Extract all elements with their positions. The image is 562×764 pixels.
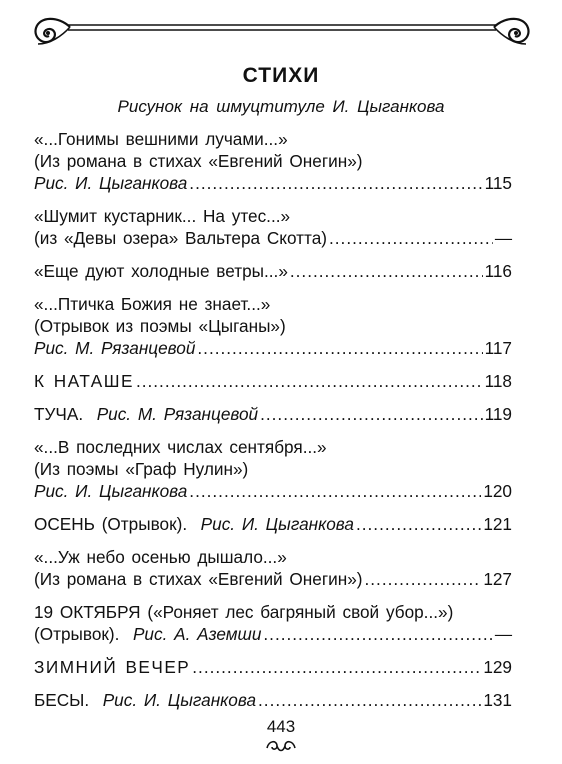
entry-illustrator: Рис. А. Аземши (132, 624, 262, 644)
dot-leader (189, 172, 482, 194)
toc-entry[interactable] (34, 513, 512, 535)
dot-leader (197, 337, 482, 359)
entry-title: «...В последних числах сентября...» (34, 437, 327, 457)
toc-entry[interactable] (34, 601, 512, 645)
entry-page: 118 (484, 371, 512, 391)
entry-page: 117 (484, 338, 512, 358)
toc-entry[interactable] (34, 689, 512, 711)
page-number: 443 (266, 717, 296, 736)
dot-leader (258, 689, 481, 711)
entry-title: ОСЕНЬ (Отрывок). (34, 514, 188, 534)
entry-subtitle: (Отрывок). (34, 624, 120, 644)
entry-title: «...Гонимы вешними лучами...» (34, 129, 288, 149)
entry-subtitle: (Отрывок из поэмы «Цыганы») (34, 316, 286, 336)
section-title: СТИХИ (242, 64, 320, 87)
entry-page: 120 (483, 481, 512, 501)
entry-title: 19 ОКТЯБРЯ («Роняет лес багряный свой убор...») (34, 602, 454, 622)
dot-leader (356, 513, 481, 535)
entry-title: ТУЧА. (34, 404, 84, 424)
toc-entry[interactable] (34, 293, 512, 359)
header-ornament-icon (28, 14, 536, 50)
entry-subtitle: (Из романа в стихах «Евгений Онегин») (34, 151, 363, 171)
table-of-contents (34, 128, 512, 722)
footer-ornament-icon (265, 738, 297, 754)
entry-illustrator: Рис. М. Рязанцевой (34, 338, 196, 358)
entry-page: 119 (484, 404, 512, 424)
title-page-illustration-credit: Рисунок на шмуцтитуле И. Цыганкова (117, 97, 445, 116)
toc-entry[interactable] (34, 260, 512, 282)
toc-entry[interactable] (34, 436, 512, 502)
entry-illustrator: Рис. М. Рязанцевой (96, 404, 259, 424)
entry-page: 127 (483, 569, 512, 589)
entry-page: 121 (483, 514, 512, 534)
entry-title: ЗИМНИЙ ВЕЧЕР (34, 657, 191, 677)
entry-page: 131 (483, 690, 512, 710)
toc-entry[interactable] (34, 370, 512, 392)
dot-leader (136, 370, 483, 392)
dot-leader (260, 403, 483, 425)
entry-title: К НАТАШЕ (34, 371, 134, 391)
entry-subtitle: (Из поэмы «Граф Нулин») (34, 459, 249, 479)
entry-page: 129 (483, 657, 512, 677)
toc-entry[interactable] (34, 403, 512, 425)
entry-page: 116 (484, 261, 512, 281)
entry-title: «Еще дуют холодные ветры...» (34, 261, 288, 281)
entry-title: БЕСЫ. (34, 690, 90, 710)
entry-page: — (494, 624, 512, 644)
entry-page: 115 (484, 173, 512, 193)
entry-page: — (494, 228, 512, 248)
toc-entry[interactable] (34, 205, 512, 249)
toc-entry[interactable] (34, 546, 512, 590)
entry-illustrator: Рис. И. Цыганкова (34, 173, 188, 193)
entry-title: «...Уж небо осенью дышало...» (34, 547, 287, 567)
toc-entry[interactable] (34, 656, 512, 678)
dot-leader (263, 623, 492, 645)
entry-illustrator: Рис. И. Цыганкова (34, 481, 188, 501)
entry-illustrator: Рис. И. Цыганкова (102, 690, 257, 710)
dot-leader (365, 568, 482, 590)
dot-leader (192, 656, 481, 678)
entry-illustrator: Рис. И. Цыганкова (200, 514, 354, 534)
entry-title: «Шумит кустарник... На утес...» (34, 206, 291, 226)
entry-title: «...Птичка Божия не знает...» (34, 294, 271, 314)
toc-entry[interactable] (34, 128, 512, 194)
entry-subtitle: (Из романа в стихах «Евгений Онегин») (34, 569, 363, 589)
dot-leader (329, 227, 493, 249)
dot-leader (290, 260, 483, 282)
dot-leader (189, 480, 481, 502)
entry-subtitle: (из «Девы озера» Вальтера Скотта) (34, 228, 327, 248)
